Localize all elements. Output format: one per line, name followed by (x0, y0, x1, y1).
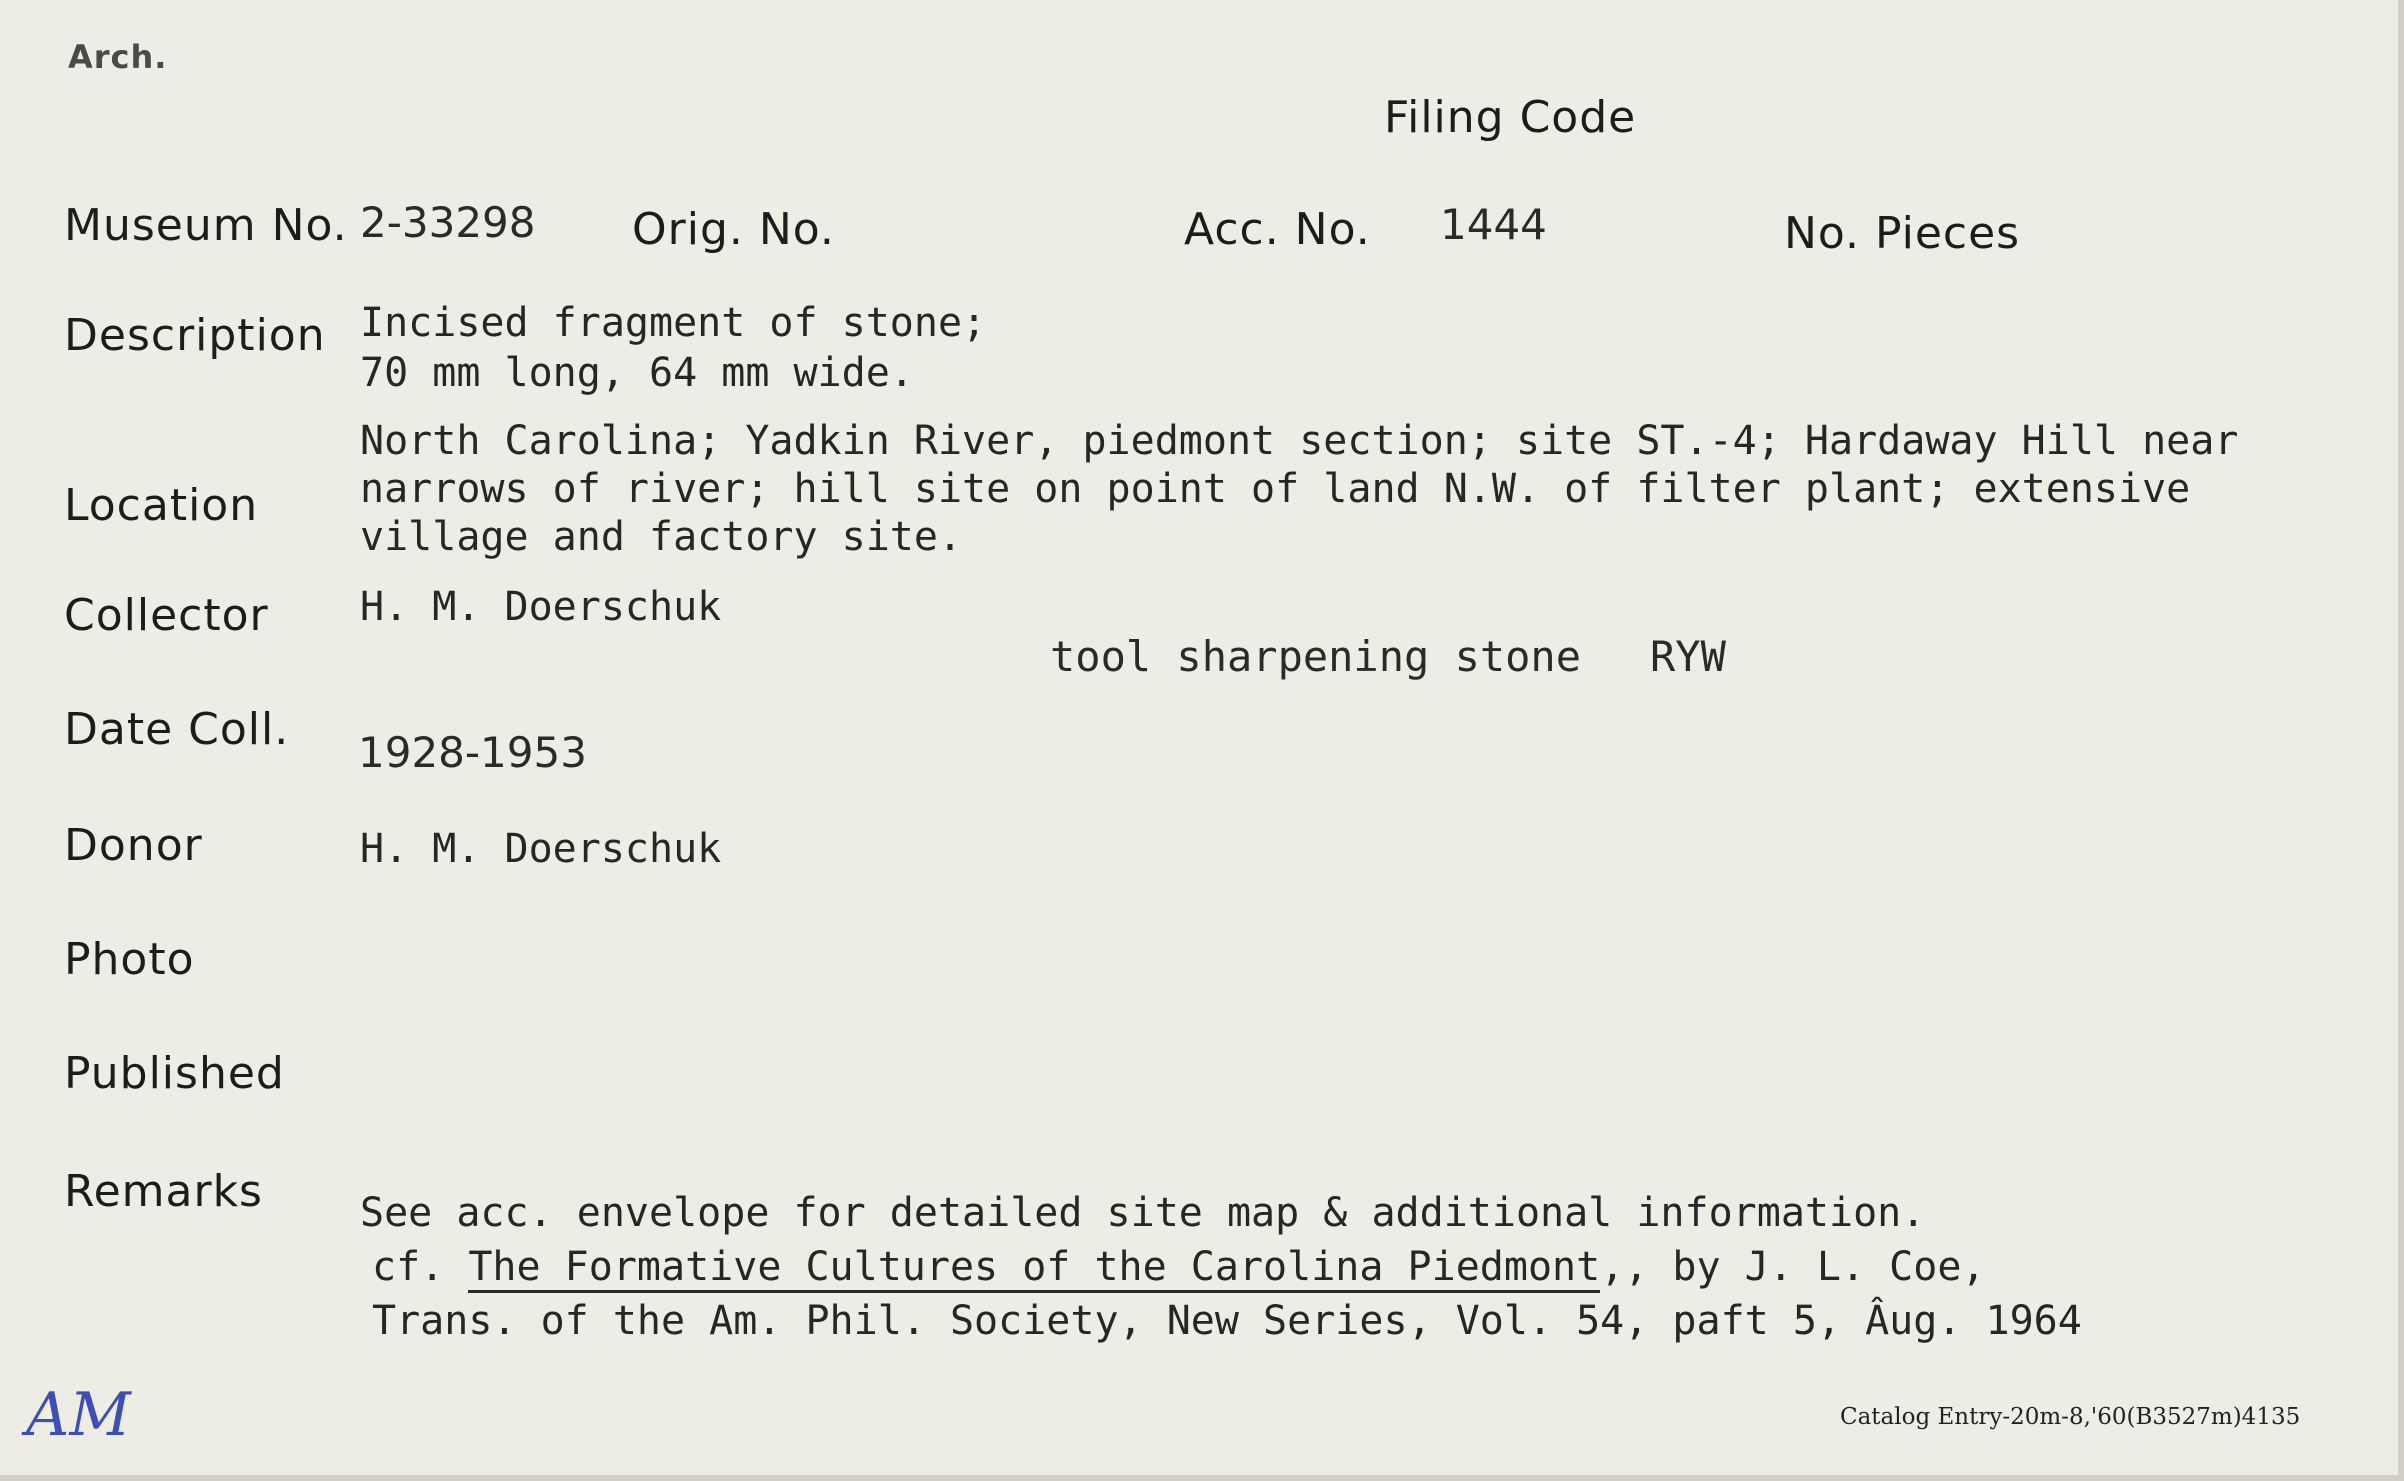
collector-label: Collector (64, 590, 269, 641)
description-line-1: Incised fragment of stone; (360, 300, 987, 346)
acc-no-label: Acc. No. (1184, 204, 1371, 255)
location-line-2: narrows of river; hill site on point of land N.W. of filter plant; extensive (360, 466, 2191, 512)
photo-label: Photo (64, 934, 195, 985)
donor-label: Donor (64, 820, 203, 871)
museum-no-label: Museum No. (64, 200, 348, 251)
publication-title: The Formative Cultures of the Carolina Piedmont (468, 1244, 1600, 1293)
collector-note: tool sharpening stone (1050, 632, 1582, 681)
filing-code-label: Filing Code (1384, 92, 1637, 143)
location-label: Location (64, 480, 259, 531)
published-label: Published (64, 1048, 285, 1099)
location-line-1: North Carolina; Yadkin River, piedmont section; site ST.-4; Hardaway Hill near (360, 418, 2239, 464)
date-coll-value: 1928-1953 (358, 728, 587, 777)
remarks-line-2 (372, 1244, 1986, 1290)
no-pieces-label: No. Pieces (1784, 208, 2021, 259)
collector-note-initials: RYW (1650, 632, 1726, 681)
location-line-3: village and factory site. (360, 514, 963, 560)
collector-value: H. M. Doerschuk (360, 584, 722, 630)
donor-value: H. M. Doerschuk (360, 826, 722, 872)
remarks-line-3: Trans. of the Am. Phil. Society, New Series, Vol. 54, paft 5, Âug. 1964 (372, 1298, 2082, 1344)
remarks-line-2-prefix: cf. (372, 1244, 469, 1290)
acc-no-value: 1444 (1440, 200, 1547, 249)
date-coll-label: Date Coll. (64, 704, 290, 755)
museum-no-value: 2-33298 (360, 198, 536, 247)
remarks-line-1: See acc. envelope for detailed site map & additional information. (360, 1190, 1926, 1236)
description-label: Description (64, 310, 326, 361)
form-code: Catalog Entry-20m-8,'60(B3527m)4135 (1840, 1404, 2301, 1430)
remarks-label: Remarks (64, 1166, 263, 1217)
remarks-line-2-suffix: ,, by J. L. Coe, (1600, 1244, 1986, 1290)
initials-signature: AM (26, 1380, 131, 1450)
corner-tag: Arch. (68, 38, 168, 76)
orig-no-label: Orig. No. (632, 204, 835, 255)
description-line-2: 70 mm long, 64 mm wide. (360, 350, 914, 396)
